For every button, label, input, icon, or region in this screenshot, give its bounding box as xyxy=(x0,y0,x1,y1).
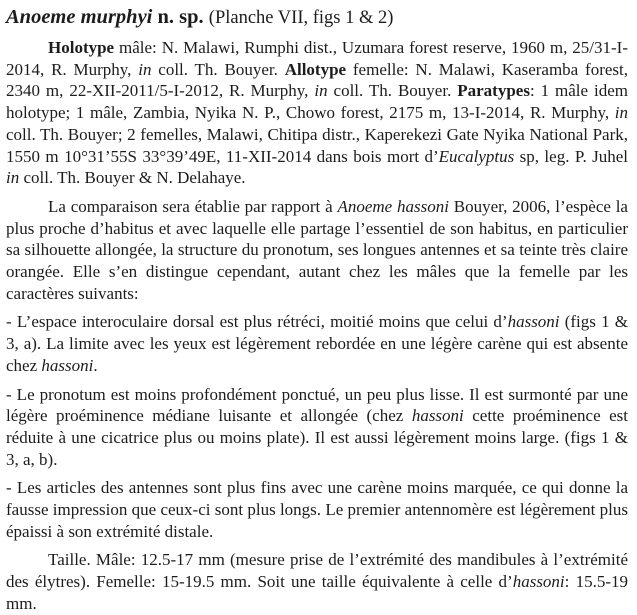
text-run: hassoni xyxy=(411,406,464,426)
text-run: : 15.5-19 mm. xyxy=(6,572,629,613)
text-run: Anoeme hassoni xyxy=(337,196,449,216)
text-run: femelle: N. Malawi, Kaseramba forest, 2340 m, 22-XII-2011/5-I-2012, R. Murphy, xyxy=(6,59,628,101)
text-run: Holotype xyxy=(48,38,115,57)
paragraph xyxy=(6,549,628,614)
text-run: mâle: N. Malawi, Rumphi dist., Uzumara forest reserve, 1960 m, 25/31-I-2014, R. Murphy, xyxy=(6,38,628,79)
paper-title xyxy=(6,5,628,31)
text-run: coll. Th. Bouyer. xyxy=(151,59,285,79)
text-run: sp, leg. P. Juhel xyxy=(514,146,628,166)
text-run: - L’espace interoculaire dorsal est plus rétréci, moitié moins que celui d’ xyxy=(6,312,508,332)
text-run: La comparaison sera établie par rapport à xyxy=(48,196,338,216)
paragraph xyxy=(6,311,628,376)
text-run: Bouyer, 2006, l’espèce la plus proche d’habitus et avec laquelle elle partage l’essentiel de son habitus, en particulier sa silhouette allongée, la structure du pronotum, ses longues antennes et sa teinte très claire orangée. Elle s’en distingue cependant, autant chez les mâles que la femelle par les caractères suivants: xyxy=(6,196,628,303)
text-run: Anoeme murphyi xyxy=(6,6,153,28)
text-run: hassoni xyxy=(41,355,94,375)
text-run: hassoni xyxy=(512,572,565,592)
text-run: (figs 1 & 3, a). La limite avec les yeux est légèrement rebordée en une légère carène qui est absente chez xyxy=(6,312,628,375)
text-run: hassoni xyxy=(507,312,560,332)
text-run: in xyxy=(138,59,152,79)
text-run: in xyxy=(6,168,20,188)
text-run: - Le pronotum est moins profondément ponctué, un peu plus lisse. Il est surmonté par une légère proéminence médiane luisante et allongée (chez xyxy=(6,384,628,426)
paragraph xyxy=(6,37,628,189)
text-run: coll. Th. Bouyer. xyxy=(327,81,458,101)
paper-body xyxy=(6,37,628,615)
text-run: cette proéminence est réduite à une cicatrice plus ou moins plate). Il est aussi légèrement moins large. (figs 1 & 3, a, b). xyxy=(6,406,628,469)
text-run: . xyxy=(93,355,98,375)
text-run: in xyxy=(314,81,328,101)
text-run: Eucalyptus xyxy=(438,146,515,166)
text-run: Taille. Mâle: 12.5-17 mm (mesure prise de l’extrémité des mandibules à l’extrémité des élytres). Femelle: 15-19.5 mm. Soit une taille équivalente à celle d’ xyxy=(6,550,628,592)
text-run: coll. Th. Bouyer & N. Delahaye. xyxy=(19,168,246,188)
text-run: n. sp. xyxy=(152,6,209,28)
text-run: Allotype xyxy=(284,59,347,79)
text-run: (Planche VII, figs 1 & 2) xyxy=(208,8,394,28)
paragraph xyxy=(6,196,628,305)
paragraph xyxy=(6,384,628,471)
text-run: : 1 mâle idem holotype; 1 mâle, Zambia, Nyika N. P., Chowo forest, 2175 m, 13-I-2014, R. Murphy, xyxy=(6,81,628,123)
paragraph xyxy=(6,477,628,542)
text-run: in xyxy=(614,103,628,123)
text-run: coll. Th. Bouyer; 2 femelles, Malawi, Chitipa distr., Kaperekezi Gate Nyika National Park, 1550 m 10°31’55S 33°39’49E, 11-XII-2014 dans bois mort d’ xyxy=(6,124,628,166)
text-run: Paratypes xyxy=(457,81,530,101)
text-run: - Les articles des antennes sont plus fins avec une carène moins marquée, ce qui donne la fausse impression que ceux-ci sont plus longs. Le premier antennomère est légèrement plus épaissi à son extrémité distale. xyxy=(6,478,628,541)
